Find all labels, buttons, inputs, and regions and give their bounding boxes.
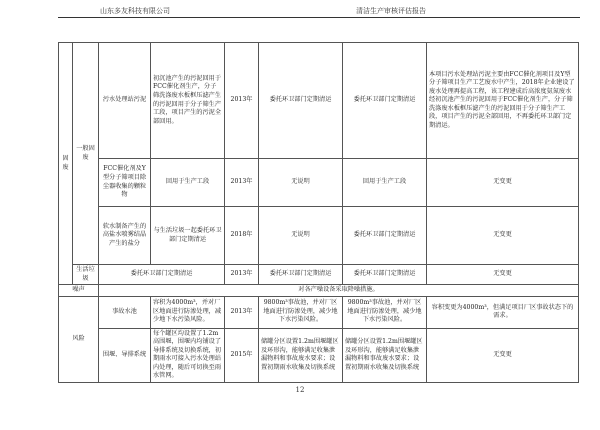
noise-measure: 对各产噪设备采取降噪措施。 [99, 285, 579, 297]
table-row [59, 328, 579, 382]
item-eia-requirement: 储罐分区设置1.2m围堰罐区及环形沟，能够满足收集泄漏物料和事故废水要求；设置初期雨水收集及切换系统 [259, 328, 343, 382]
item-name: 污水处理站污泥 [99, 43, 151, 159]
item-change-note: 无变更 [427, 265, 579, 285]
item-year: 2015年 [225, 328, 259, 382]
item-change-note: 本项目污水处理站污泥主要由FCC催化剂项目及Y型分子筛项目生产工艺废水中产生，2018年企业建设了废水处理再提高工程，该工程建成后高浓度氨氮废水经初沉池产生的污泥回用于FCC催化剂生产，分子筛洗涤废水板框压滤产生的污泥回用于分子筛生产工段，项目产生的污泥全部回用，不再委托环卫部门定期清运。 [427, 43, 579, 159]
table-row [59, 285, 579, 297]
table-row [59, 296, 579, 328]
header-report-title: 清洁生产审核评估报告 [356, 7, 426, 15]
item-year: 2013年 [225, 265, 259, 285]
table-row [59, 43, 579, 159]
item-actual-measure: 回用于生产工段 [343, 159, 427, 207]
item-year: 2018年 [225, 207, 259, 265]
item-source-measure: 回用于生产工段 [151, 159, 225, 207]
category-noise: 噪声 [59, 285, 99, 297]
item-change-note: 无变更 [427, 328, 579, 382]
item-eia-requirement: 无说明 [259, 159, 343, 207]
subcategory-general-solid-waste: 一般固废 [73, 43, 99, 265]
item-name: 软水制备产生的高盐水喷雾结晶产生的盐分 [99, 207, 151, 265]
item-name: FCC催化剂及Y型分子筛项目除尘器收集的颗粒物 [99, 159, 151, 207]
table-row [59, 265, 579, 285]
table-row [59, 159, 579, 207]
header-company: 山东多友科技有限公司 [100, 7, 170, 15]
item-source-measure: 初沉池产生的污泥回用于FCC催化剂生产，分子筛洗涤废水板框压滤产生的污泥回用于分子筛生产工段，项目产生的污泥全部回用。 [151, 43, 225, 159]
subcategory-domestic-waste: 生活垃圾 [73, 265, 99, 285]
category-risk: 风险 [59, 296, 99, 382]
item-eia-requirement: 9800m³事故池，并对厂区地面进行防渗处理，减少地下水污染风险。 [259, 296, 343, 328]
item-actual-measure: 委托环卫部门定期清运 [343, 207, 427, 265]
item-eia-requirement: 无说明 [259, 207, 343, 265]
item-actual-measure: 委托环卫部门定期清运 [343, 43, 427, 159]
item-actual-measure: 9800m³事故池，并对厂区地面进行防渗处理，减少地下水污染风险。 [343, 296, 427, 328]
item-actual-measure: 储罐分区设置1.2m围堰罐区及环形沟，能够满足收集泄漏物料和事故废水要求；设置初期雨水收集及切换系统 [343, 328, 427, 382]
item-change-note: 容积变更为4000m³，但满足项目厂区事故状态下的需求。 [427, 296, 579, 328]
item-change-note: 无变更 [427, 159, 579, 207]
item-year: 2013年 [225, 43, 259, 159]
item-eia-requirement: 委托环卫部门定期清运 [259, 265, 343, 285]
environmental-measures-table [58, 42, 579, 383]
item-name: 围堰、导排系统 [99, 328, 151, 382]
item-eia-requirement: 委托环卫部门定期清运 [259, 43, 343, 159]
item-actual-measure: 委托环卫部门定期清运 [343, 265, 427, 285]
item-source-measure: 委托环卫部门定期清运 [99, 265, 225, 285]
item-name: 事故水池 [99, 296, 151, 328]
category-solid-waste: 固废 [59, 43, 73, 285]
table-row [59, 207, 579, 265]
item-source-measure: 与生活垃圾一起委托环卫部门定期清运 [151, 207, 225, 265]
page-number: 12 [295, 386, 305, 394]
item-year: 2013年 [225, 296, 259, 328]
item-source-measure: 容积为4000m³，并对厂区地面进行防渗处理，减少地下水污染风险。 [151, 296, 225, 328]
item-source-measure: 每个罐区均设置了1.2m高围堰，围堰内均铺设了导排系统及切换系统，初期雨水可接入污水处理站内处理，随后可切换至雨水管网。 [151, 328, 225, 382]
item-change-note: 无变更 [427, 207, 579, 265]
header-divider [58, 17, 580, 18]
item-year: 2013年 [225, 159, 259, 207]
